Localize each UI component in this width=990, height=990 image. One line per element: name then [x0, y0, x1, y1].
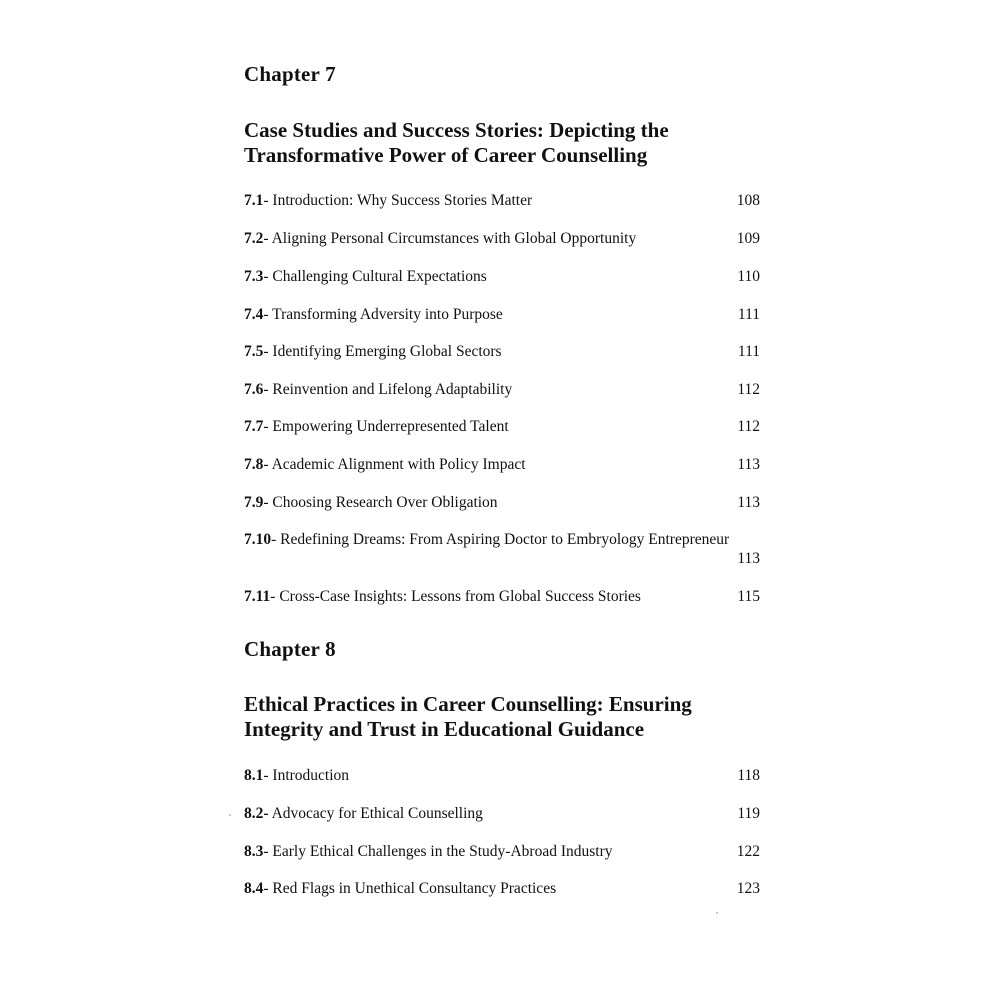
- toc-entry-separator: -: [263, 268, 273, 285]
- toc-entry-separator: -: [270, 588, 280, 605]
- toc-entry-page: 111: [737, 343, 760, 360]
- toc-entry-7-7: [244, 417, 760, 436]
- toc-entry-page: 122: [736, 843, 760, 860]
- chapter-8-label: Chapter 8: [244, 637, 336, 661]
- toc-entry-title: Cross-Case Insights: Lessons from Global Success Stories: [279, 588, 641, 605]
- toc-entry-number: 7.10: [244, 531, 272, 548]
- toc-entry-title: Advocacy for Ethical Counselling: [271, 805, 483, 822]
- toc-entry-number: 8.4: [244, 880, 264, 897]
- toc-entry-7-11: [244, 587, 760, 606]
- toc-entry-7-3: [244, 267, 760, 286]
- toc-entry-7-5: [244, 342, 760, 361]
- toc-entry-number: 8.3: [244, 843, 264, 860]
- toc-entry-7-6: [244, 380, 760, 399]
- toc-entry-page: 111: [737, 306, 760, 323]
- chapter-8-title-line-2: Integrity and Trust in Educational Guidance: [244, 717, 645, 741]
- chapter-7-label: Chapter 7: [244, 62, 336, 86]
- toc-entry-separator: -: [271, 531, 281, 548]
- toc-entry-number: 7.9: [244, 494, 264, 511]
- toc-entry-separator: -: [263, 381, 273, 398]
- toc-entry-title: Identifying Emerging Global Sectors: [272, 343, 502, 360]
- toc-entry-number: 7.6: [244, 381, 264, 398]
- toc-entry-separator: -: [263, 343, 273, 360]
- toc-entry-separator: -: [263, 456, 272, 473]
- toc-entry-number: 8.2-: [244, 805, 269, 822]
- toc-entry-page: 109: [736, 230, 760, 247]
- toc-entry-page: 112: [737, 381, 760, 398]
- toc-entry-7-8: [244, 455, 760, 474]
- toc-entry-page: 112: [737, 418, 760, 435]
- toc-entry-title: Choosing Research Over Obligation: [272, 494, 498, 511]
- toc-entry-page: 113: [737, 550, 760, 567]
- toc-entry-title: Academic Alignment with Policy Impact: [271, 456, 526, 473]
- toc-entry-title: Reinvention and Lifelong Adaptability: [272, 381, 513, 398]
- toc-entry-separator: -: [263, 230, 272, 247]
- chapter-7-title-line-2: Transformative Power of Career Counselling: [244, 143, 648, 167]
- toc-entry-separator: -: [263, 192, 273, 209]
- chapter-7-title: [244, 118, 764, 168]
- toc-entry-title: Empowering Underrepresented Talent: [272, 418, 509, 435]
- toc-entry-7-9: [244, 493, 760, 512]
- toc-entry-separator: -: [263, 494, 273, 511]
- toc-entry-separator: -: [263, 880, 273, 897]
- scan-speck: [716, 912, 718, 914]
- chapter-8-title: [244, 692, 764, 742]
- toc-entry-number: 7.5: [244, 343, 264, 360]
- toc-entry-page: 110: [737, 268, 760, 285]
- toc-entry-title: Introduction: Why Success Stories Matter: [272, 192, 533, 209]
- toc-entry-8-1: [244, 766, 760, 785]
- toc-entry-separator: -: [263, 767, 273, 784]
- toc-entry-separator: -: [263, 843, 273, 860]
- toc-entry-7-1: [244, 191, 760, 210]
- toc-entry-page: 118: [737, 767, 760, 784]
- toc-entry-number: 7.4: [244, 306, 264, 323]
- chapter-8-title-line-1: Ethical Practices in Career Counselling: Ensuring: [244, 692, 692, 716]
- toc-entry-number: 7.11: [244, 588, 271, 605]
- toc-entry-title: Transforming Adversity into Purpose: [272, 306, 503, 323]
- toc-entry-page: 119: [737, 805, 760, 822]
- toc-entry-number: 7.1: [244, 192, 264, 209]
- scan-speck: [229, 814, 231, 816]
- toc-entry-8-3: [244, 842, 760, 861]
- toc-entry-title: Redefining Dreams: From Aspiring Doctor to Embryology Entrepreneur: [280, 531, 730, 548]
- toc-entry-page: 123: [736, 880, 760, 897]
- toc-entry-7-4: [244, 305, 760, 324]
- toc-entry-separator: -: [263, 418, 273, 435]
- toc-entry-separator: -: [263, 306, 273, 323]
- toc-entry-7-2: [244, 229, 760, 248]
- toc-entry-title: Introduction: [272, 767, 350, 784]
- toc-entry-8-4: [244, 879, 760, 898]
- toc-entry-page: 113: [737, 456, 760, 473]
- toc-entry-page: 115: [737, 588, 760, 605]
- toc-entry-number: 8.1: [244, 767, 264, 784]
- toc-entry-title: Challenging Cultural Expectations: [272, 268, 487, 285]
- toc-entry-page: 113: [737, 494, 760, 511]
- toc-entry-number: 7.8: [244, 456, 264, 473]
- toc-entry-title: Aligning Personal Circumstances with Global Opportunity: [271, 230, 637, 247]
- toc-entry-title: Early Ethical Challenges in the Study-Abroad Industry: [272, 843, 613, 860]
- toc-entry-page: 108: [736, 192, 760, 209]
- toc-entry-8-2: [244, 804, 760, 823]
- toc-entry-number: 7.7: [244, 418, 264, 435]
- chapter-7-title-line-1: Case Studies and Success Stories: Depicting the: [244, 118, 669, 142]
- toc-entry-number: 7.3: [244, 268, 264, 285]
- toc-entry-title: Red Flags in Unethical Consultancy Practices: [272, 880, 557, 897]
- toc-entry-number: 7.2: [244, 230, 264, 247]
- toc-entry-7-10: [244, 530, 760, 567]
